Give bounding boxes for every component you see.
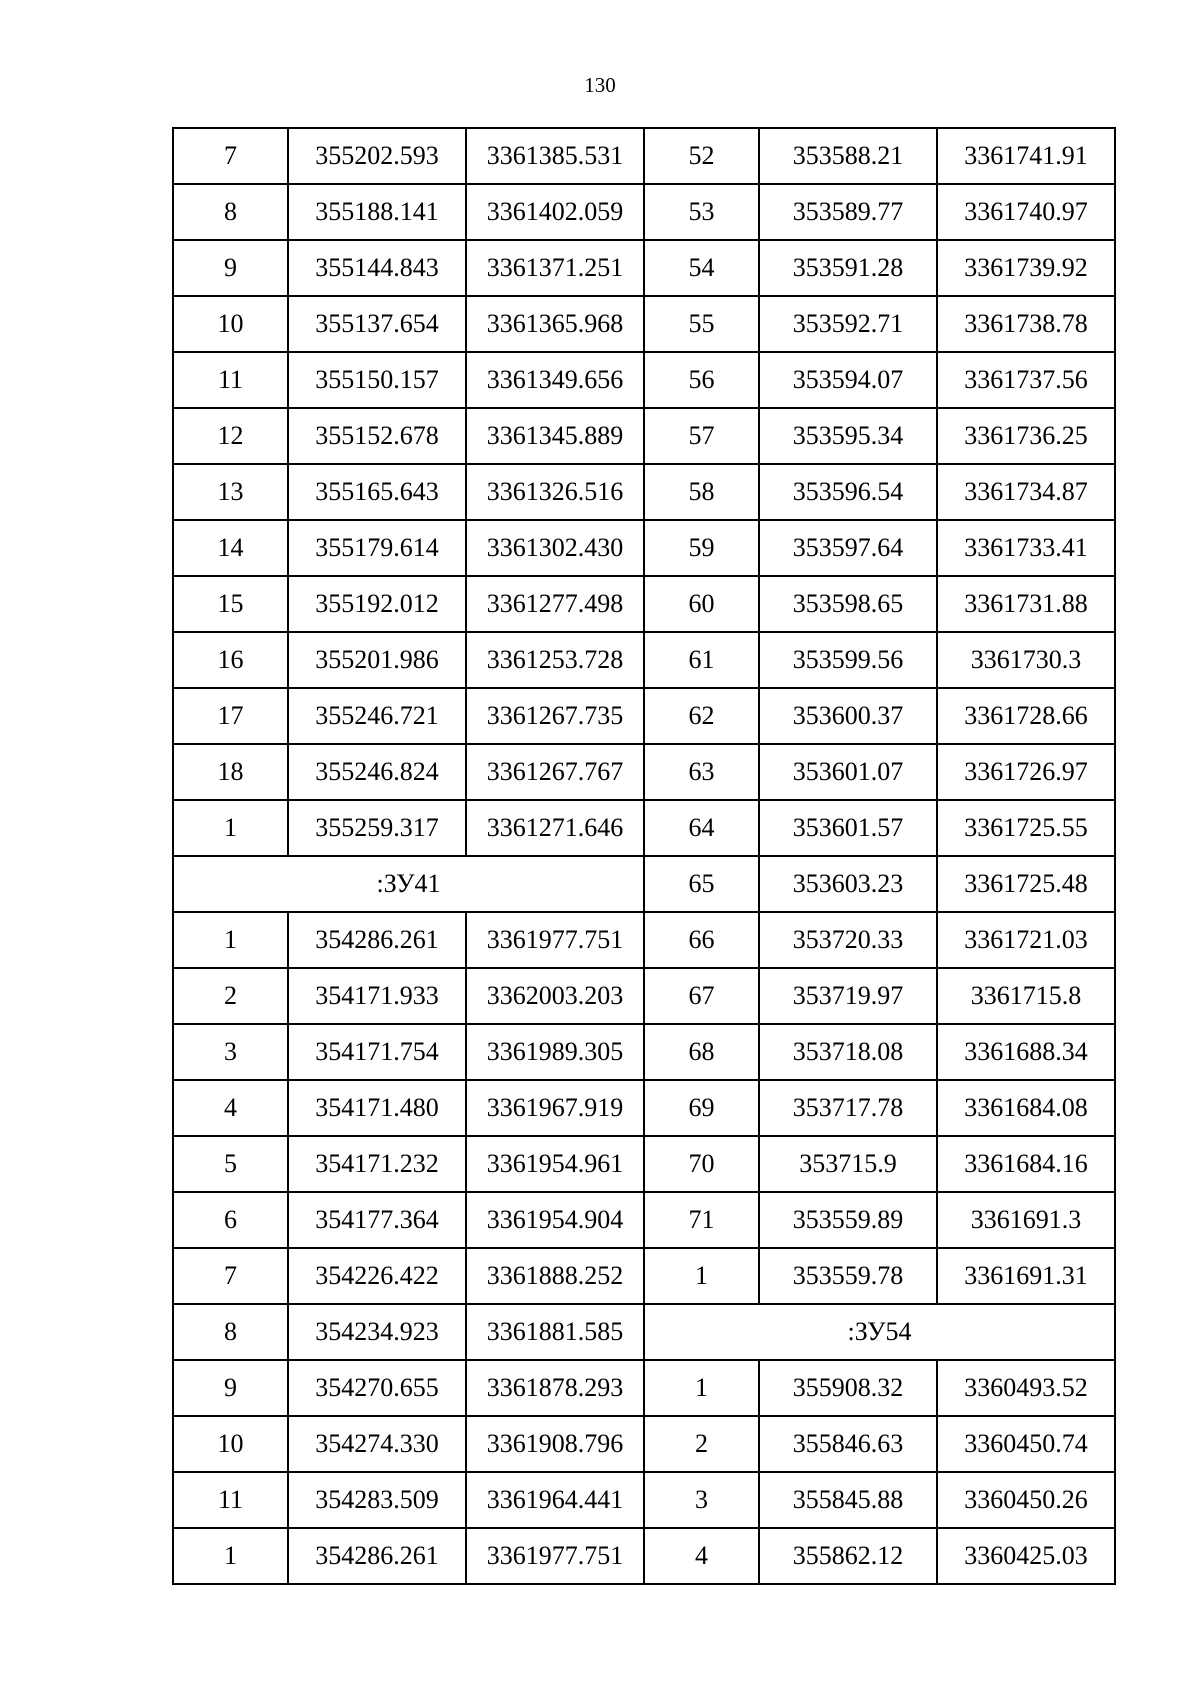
y-coordinate-cell: 3361688.34	[937, 1024, 1115, 1080]
point-number-cell: 16	[173, 632, 288, 688]
x-coordinate-cell: 355201.986	[288, 632, 466, 688]
table-row	[173, 296, 1115, 352]
table-row	[173, 632, 1115, 688]
y-coordinate-cell: 3361725.55	[937, 800, 1115, 856]
y-coordinate-cell: 3361691.3	[937, 1192, 1115, 1248]
y-coordinate-cell: 3361954.961	[466, 1136, 644, 1192]
table-row	[173, 1136, 1115, 1192]
y-coordinate-cell: 3361715.8	[937, 968, 1115, 1024]
y-coordinate-cell: 3360450.74	[937, 1416, 1115, 1472]
point-number-cell: 6	[173, 1192, 288, 1248]
x-coordinate-cell: 355152.678	[288, 408, 466, 464]
y-coordinate-cell: 3361271.646	[466, 800, 644, 856]
y-coordinate-cell: 3361402.059	[466, 184, 644, 240]
y-coordinate-cell: 3361954.904	[466, 1192, 644, 1248]
x-coordinate-cell: 354171.232	[288, 1136, 466, 1192]
x-coordinate-cell: 355246.721	[288, 688, 466, 744]
table-row	[173, 1024, 1115, 1080]
x-coordinate-cell: 353597.64	[759, 520, 937, 576]
point-number-cell: 54	[644, 240, 759, 296]
point-number-cell: 68	[644, 1024, 759, 1080]
x-coordinate-cell: 354177.364	[288, 1192, 466, 1248]
y-coordinate-cell: 3361371.251	[466, 240, 644, 296]
x-coordinate-cell: 355144.843	[288, 240, 466, 296]
x-coordinate-cell: 354283.509	[288, 1472, 466, 1528]
y-coordinate-cell: 3361349.656	[466, 352, 644, 408]
table-row	[173, 800, 1115, 856]
point-number-cell: 52	[644, 128, 759, 184]
y-coordinate-cell: 3361737.56	[937, 352, 1115, 408]
y-coordinate-cell: 3361977.751	[466, 912, 644, 968]
point-number-cell: 58	[644, 464, 759, 520]
point-number-cell: 1	[644, 1248, 759, 1304]
y-coordinate-cell: 3361881.585	[466, 1304, 644, 1360]
x-coordinate-cell: 355165.643	[288, 464, 466, 520]
x-coordinate-cell: 354226.422	[288, 1248, 466, 1304]
x-coordinate-cell: 353595.34	[759, 408, 937, 464]
point-number-cell: 7	[173, 1248, 288, 1304]
x-coordinate-cell: 354286.261	[288, 912, 466, 968]
x-coordinate-cell: 353717.78	[759, 1080, 937, 1136]
y-coordinate-cell: 3361967.919	[466, 1080, 644, 1136]
y-coordinate-cell: 3362003.203	[466, 968, 644, 1024]
page-number: 130	[584, 73, 616, 97]
point-number-cell: 67	[644, 968, 759, 1024]
x-coordinate-cell: 355137.654	[288, 296, 466, 352]
point-number-cell: 9	[173, 1360, 288, 1416]
table-row	[173, 1192, 1115, 1248]
y-coordinate-cell: 3360425.03	[937, 1528, 1115, 1584]
x-coordinate-cell: 353594.07	[759, 352, 937, 408]
x-coordinate-cell: 355862.12	[759, 1528, 937, 1584]
point-number-cell: 4	[644, 1528, 759, 1584]
x-coordinate-cell: 355202.593	[288, 128, 466, 184]
y-coordinate-cell: 3361277.498	[466, 576, 644, 632]
table-row	[173, 184, 1115, 240]
x-coordinate-cell: 355188.141	[288, 184, 466, 240]
point-number-cell: 1	[173, 912, 288, 968]
point-number-cell: 7	[173, 128, 288, 184]
table-row	[173, 408, 1115, 464]
point-number-cell: 55	[644, 296, 759, 352]
y-coordinate-cell: 3361964.441	[466, 1472, 644, 1528]
point-number-cell: 8	[173, 1304, 288, 1360]
table-row	[173, 576, 1115, 632]
y-coordinate-cell: 3361741.91	[937, 128, 1115, 184]
point-number-cell: 70	[644, 1136, 759, 1192]
table-row	[173, 1416, 1115, 1472]
x-coordinate-cell: 353559.89	[759, 1192, 937, 1248]
table-row	[173, 1248, 1115, 1304]
y-coordinate-cell: 3361977.751	[466, 1528, 644, 1584]
y-coordinate-cell: 3360493.52	[937, 1360, 1115, 1416]
table-row	[173, 1304, 1115, 1360]
y-coordinate-cell: 3361253.728	[466, 632, 644, 688]
table-row	[173, 1360, 1115, 1416]
point-number-cell: 65	[644, 856, 759, 912]
point-number-cell: 59	[644, 520, 759, 576]
parcel-header-cell: :ЗУ54	[644, 1304, 1115, 1360]
x-coordinate-cell: 355246.824	[288, 744, 466, 800]
y-coordinate-cell: 3361731.88	[937, 576, 1115, 632]
x-coordinate-cell: 353720.33	[759, 912, 937, 968]
point-number-cell: 12	[173, 408, 288, 464]
y-coordinate-cell: 3361908.796	[466, 1416, 644, 1472]
y-coordinate-cell: 3361345.889	[466, 408, 644, 464]
y-coordinate-cell: 3361728.66	[937, 688, 1115, 744]
point-number-cell: 8	[173, 184, 288, 240]
x-coordinate-cell: 355845.88	[759, 1472, 937, 1528]
point-number-cell: 15	[173, 576, 288, 632]
point-number-cell: 56	[644, 352, 759, 408]
point-number-cell: 3	[644, 1472, 759, 1528]
point-number-cell: 11	[173, 352, 288, 408]
point-number-cell: 5	[173, 1136, 288, 1192]
y-coordinate-cell: 3361734.87	[937, 464, 1115, 520]
table-row	[173, 352, 1115, 408]
x-coordinate-cell: 353596.54	[759, 464, 937, 520]
point-number-cell: 17	[173, 688, 288, 744]
x-coordinate-cell: 355259.317	[288, 800, 466, 856]
table-row	[173, 1080, 1115, 1136]
x-coordinate-cell: 353715.9	[759, 1136, 937, 1192]
y-coordinate-cell: 3361738.78	[937, 296, 1115, 352]
x-coordinate-cell: 353603.23	[759, 856, 937, 912]
point-number-cell: 14	[173, 520, 288, 576]
y-coordinate-cell: 3361726.97	[937, 744, 1115, 800]
x-coordinate-cell: 354171.480	[288, 1080, 466, 1136]
y-coordinate-cell: 3361725.48	[937, 856, 1115, 912]
parcel-header-cell: :ЗУ41	[173, 856, 644, 912]
point-number-cell: 10	[173, 1416, 288, 1472]
table-row	[173, 128, 1115, 184]
point-number-cell: 69	[644, 1080, 759, 1136]
coordinates-table	[172, 127, 1116, 1585]
coordinates-table-body	[173, 128, 1115, 1584]
table-row	[173, 856, 1115, 912]
y-coordinate-cell: 3361736.25	[937, 408, 1115, 464]
y-coordinate-cell: 3361730.3	[937, 632, 1115, 688]
x-coordinate-cell: 353591.28	[759, 240, 937, 296]
x-coordinate-cell: 355846.63	[759, 1416, 937, 1472]
y-coordinate-cell: 3361691.31	[937, 1248, 1115, 1304]
x-coordinate-cell: 353598.65	[759, 576, 937, 632]
x-coordinate-cell: 353559.78	[759, 1248, 937, 1304]
x-coordinate-cell: 353600.37	[759, 688, 937, 744]
y-coordinate-cell: 3361989.305	[466, 1024, 644, 1080]
y-coordinate-cell: 3361740.97	[937, 184, 1115, 240]
point-number-cell: 62	[644, 688, 759, 744]
point-number-cell: 13	[173, 464, 288, 520]
table-row	[173, 1528, 1115, 1584]
point-number-cell: 2	[173, 968, 288, 1024]
table-row	[173, 744, 1115, 800]
x-coordinate-cell: 354234.923	[288, 1304, 466, 1360]
y-coordinate-cell: 3361684.08	[937, 1080, 1115, 1136]
x-coordinate-cell: 353719.97	[759, 968, 937, 1024]
y-coordinate-cell: 3361365.968	[466, 296, 644, 352]
x-coordinate-cell: 354171.754	[288, 1024, 466, 1080]
table-row	[173, 688, 1115, 744]
point-number-cell: 60	[644, 576, 759, 632]
point-number-cell: 2	[644, 1416, 759, 1472]
y-coordinate-cell: 3361302.430	[466, 520, 644, 576]
y-coordinate-cell: 3361721.03	[937, 912, 1115, 968]
x-coordinate-cell: 353599.56	[759, 632, 937, 688]
y-coordinate-cell: 3361878.293	[466, 1360, 644, 1416]
point-number-cell: 57	[644, 408, 759, 464]
y-coordinate-cell: 3361888.252	[466, 1248, 644, 1304]
point-number-cell: 4	[173, 1080, 288, 1136]
y-coordinate-cell: 3361326.516	[466, 464, 644, 520]
point-number-cell: 64	[644, 800, 759, 856]
x-coordinate-cell: 354274.330	[288, 1416, 466, 1472]
table-row	[173, 464, 1115, 520]
point-number-cell: 61	[644, 632, 759, 688]
table-row	[173, 912, 1115, 968]
x-coordinate-cell: 353601.07	[759, 744, 937, 800]
y-coordinate-cell: 3361385.531	[466, 128, 644, 184]
point-number-cell: 63	[644, 744, 759, 800]
x-coordinate-cell: 355908.32	[759, 1360, 937, 1416]
point-number-cell: 1	[173, 800, 288, 856]
x-coordinate-cell: 353588.21	[759, 128, 937, 184]
x-coordinate-cell: 355150.157	[288, 352, 466, 408]
point-number-cell: 10	[173, 296, 288, 352]
x-coordinate-cell: 354286.261	[288, 1528, 466, 1584]
point-number-cell: 53	[644, 184, 759, 240]
table-row	[173, 968, 1115, 1024]
point-number-cell: 71	[644, 1192, 759, 1248]
y-coordinate-cell: 3360450.26	[937, 1472, 1115, 1528]
table-row	[173, 240, 1115, 296]
table-row	[173, 520, 1115, 576]
y-coordinate-cell: 3361733.41	[937, 520, 1115, 576]
x-coordinate-cell: 355179.614	[288, 520, 466, 576]
point-number-cell: 3	[173, 1024, 288, 1080]
x-coordinate-cell: 353589.77	[759, 184, 937, 240]
point-number-cell: 66	[644, 912, 759, 968]
y-coordinate-cell: 3361267.735	[466, 688, 644, 744]
point-number-cell: 1	[173, 1528, 288, 1584]
point-number-cell: 1	[644, 1360, 759, 1416]
point-number-cell: 11	[173, 1472, 288, 1528]
y-coordinate-cell: 3361267.767	[466, 744, 644, 800]
table-row	[173, 1472, 1115, 1528]
x-coordinate-cell: 354270.655	[288, 1360, 466, 1416]
x-coordinate-cell: 353718.08	[759, 1024, 937, 1080]
point-number-cell: 9	[173, 240, 288, 296]
x-coordinate-cell: 355192.012	[288, 576, 466, 632]
x-coordinate-cell: 353601.57	[759, 800, 937, 856]
point-number-cell: 18	[173, 744, 288, 800]
y-coordinate-cell: 3361684.16	[937, 1136, 1115, 1192]
x-coordinate-cell: 353592.71	[759, 296, 937, 352]
y-coordinate-cell: 3361739.92	[937, 240, 1115, 296]
x-coordinate-cell: 354171.933	[288, 968, 466, 1024]
